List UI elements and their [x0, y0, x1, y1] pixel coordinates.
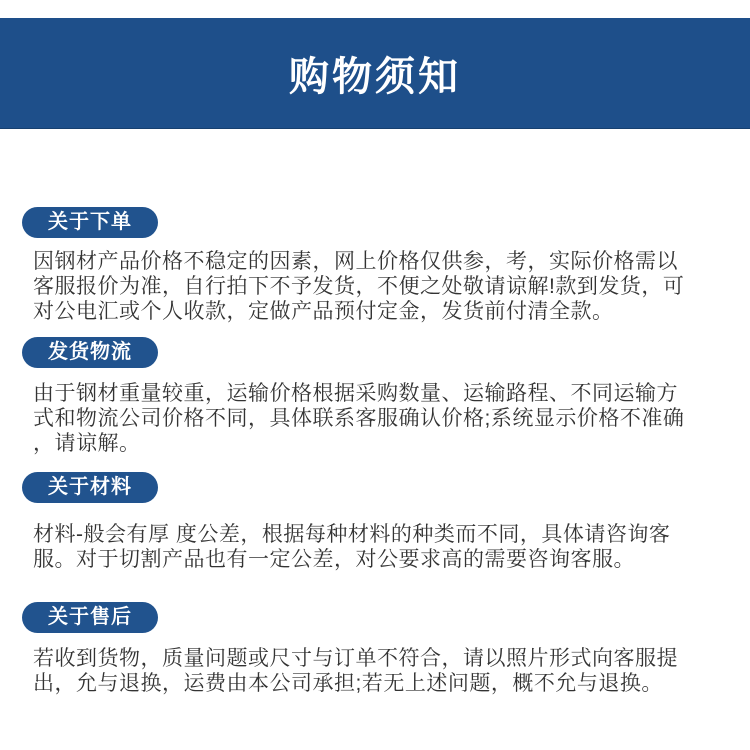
- section-badge-ordering: 关于下单: [22, 207, 158, 238]
- text-line: 客服报价为准，自行拍下不予发货，不便之处敬请谅解!款到发货，可: [33, 275, 685, 298]
- text-line: 材料-般会有厚 度公差，根据每种材料的种类而不同，具体请咨询客: [33, 523, 671, 546]
- section-badge-materials: 关于材料: [22, 472, 158, 503]
- section-badge-aftersales: 关于售后: [22, 602, 158, 633]
- text-line: 式和物流公司价格不同，具体联系客服确认价格;系统显示价格不准确: [33, 407, 685, 430]
- section-text-materials: [33, 522, 733, 572]
- section-badge-shipping: 发货物流: [22, 337, 158, 368]
- section-text-aftersales: [33, 646, 733, 696]
- text-line: 若收到货物，质量问题或尺寸与订单不符合，请以照片形式向客服提: [33, 647, 678, 670]
- text-line: 因钢材产品价格不稳定的因素，网上价格仅供参，考，实际价格需以: [33, 250, 678, 273]
- text-line: ，请谅解。: [33, 432, 141, 455]
- section-text-shipping: [33, 381, 733, 456]
- page-title: 购物须知: [289, 54, 461, 99]
- text-line: 由于钢材重量较重，运输价格根据采购数量、运输路程、不同运输方: [33, 382, 678, 405]
- page-header-banner: [0, 18, 750, 129]
- text-line: 出，允与退换，运费由本公司承担;若无上述问题，概不允与退换。: [33, 672, 663, 695]
- text-line: 对公电汇或个人收款，定做产品预付定金，发货前付清全款。: [33, 300, 614, 323]
- section-text-ordering: [33, 249, 733, 324]
- text-line: 服。对于切割产品也有一定公差，对公要求高的需要咨询客服。: [33, 548, 635, 571]
